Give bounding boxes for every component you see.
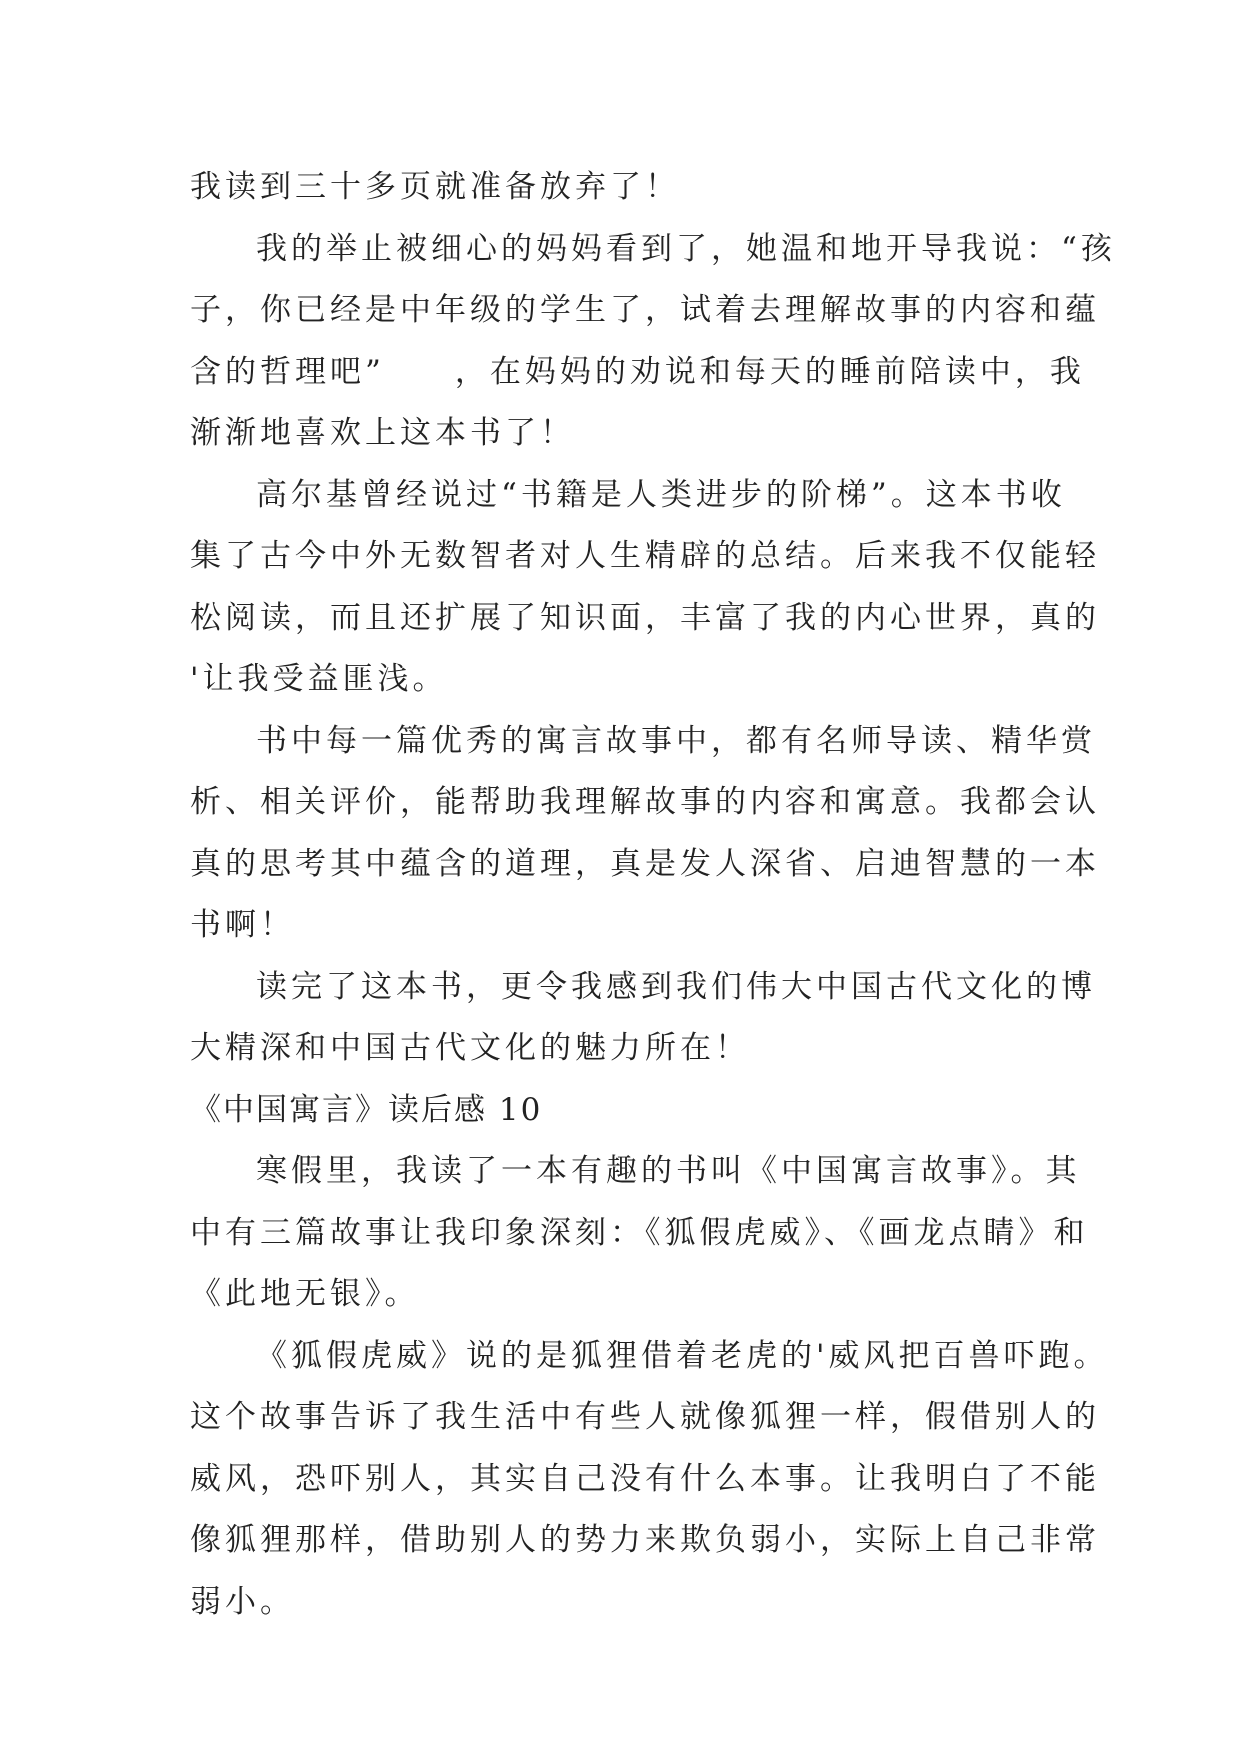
paragraph-line: 大精深和中国古代文化的魅力所在！ <box>190 1030 750 1066</box>
paragraph-line: 含的哲理吧” ，在妈妈的劝说和每天的睡前陪读中，我 <box>190 353 1085 390</box>
paragraph-line: 中有三篇故事让我印象深刻：《狐假虎威》、《画龙点睛》和 <box>190 1214 1089 1251</box>
section-heading: 《中国寓言》读后感 10 <box>190 1091 543 1128</box>
paragraph-line: 高尔基曾经说过“书籍是人类进步的阶梯”。这本书收 <box>256 476 1066 513</box>
paragraph-line: 威风，恐吓别人，其实自己没有什么本事。让我明白了不能 <box>190 1460 1100 1497</box>
paragraph-line: 弱小。 <box>190 1583 295 1620</box>
paragraph-line: 渐渐地喜欢上这本书了！ <box>190 415 575 451</box>
paragraph-line: 析、相关评价，能帮助我理解故事的内容和寓意。我都会认 <box>190 784 1100 820</box>
paragraph-line: 像狐狸那样，借助别人的势力来欺负弱小，实际上自己非常 <box>190 1522 1100 1558</box>
paragraph-line: 寒假里，我读了一本有趣的书叫《中国寓言故事》。其 <box>256 1153 1081 1189</box>
document-body <box>190 157 1116 1633</box>
paragraph-line: 子，你已经是中年级的学生了，试着去理解故事的内容和蕴 <box>190 292 1100 328</box>
paragraph-line: 松阅读，而且还扩展了知识面，丰富了我的内心世界，真的 <box>190 599 1100 636</box>
paragraph-line: 我读到三十多页就准备放弃了！ <box>190 169 680 205</box>
paragraph-line: 《狐假虎威》说的是狐狸借着老虎的'威风把百兽吓跑。 <box>256 1337 1109 1374</box>
paragraph-line: 集了古今中外无数智者对人生精辟的总结。后来我不仅能轻 <box>190 538 1100 574</box>
paragraph-line: 《此地无银》。 <box>190 1276 420 1312</box>
paragraph-line: 我的举止被细心的妈妈看到了，她温和地开导我说：“孩 <box>256 230 1116 267</box>
paragraph-line: 读完了这本书，更令我感到我们伟大中国古代文化的博 <box>256 968 1096 1005</box>
paragraph-line: 书中每一篇优秀的寓言故事中，都有名师导读、精华赏 <box>256 722 1096 759</box>
paragraph-line: 真的思考其中蕴含的道理，真是发人深省、启迪智慧的一本 <box>190 845 1100 882</box>
paragraph-line: 这个故事告诉了我生活中有些人就像狐狸一样，假借别人的 <box>190 1399 1100 1435</box>
paragraph-line: 书啊！ <box>190 907 295 943</box>
paragraph-line: '让我受益匪浅。 <box>190 661 448 697</box>
